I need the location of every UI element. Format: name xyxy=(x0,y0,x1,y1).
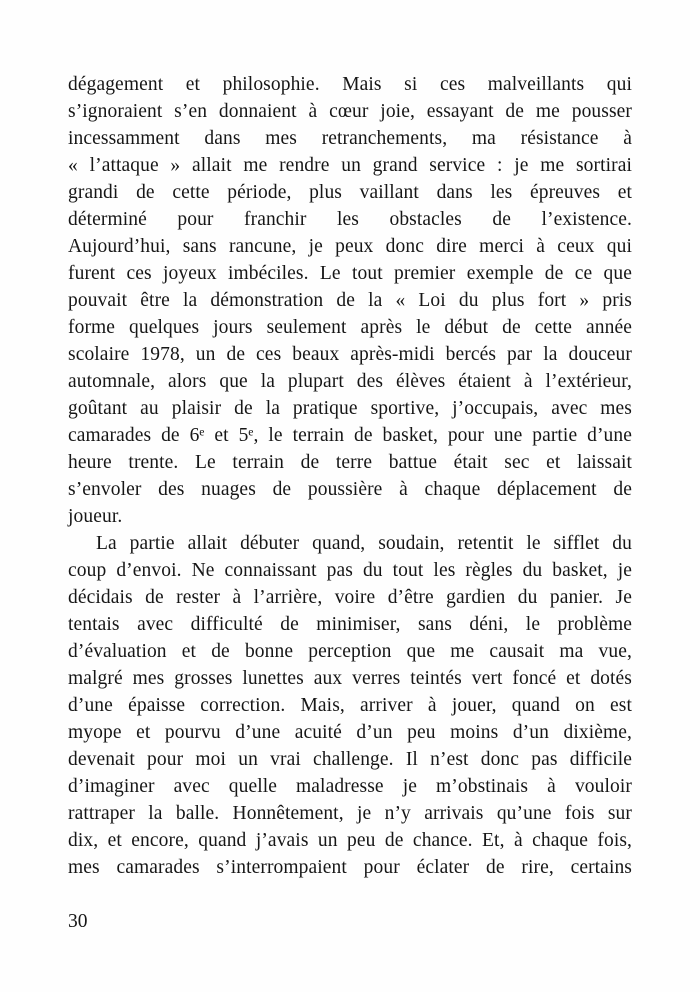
page-number: 30 xyxy=(68,911,88,932)
text-line: camarades de 6ᵉ et 5ᵉ, le terrain de basket, pour une partie d’une xyxy=(68,425,632,446)
text-line: d’imaginer avec quelle maladresse je m’obstinais à vouloir xyxy=(68,776,632,797)
text-line: d’une épaisse correction. Mais, arriver à jouer, quand on est xyxy=(68,695,632,716)
text-line: grandi de cette période, plus vaillant dans les épreuves et xyxy=(68,182,632,203)
text-line: dégagement et philosophie. Mais si ces malveillants qui xyxy=(68,74,632,95)
text-line: heure trente. Le terrain de terre battue était sec et laissait xyxy=(68,452,632,473)
text-line: s’ignoraient s’en donnaient à cœur joie, essayant de me pousser xyxy=(68,101,632,122)
text-line: s’envoler des nuages de poussière à chaque déplacement de xyxy=(68,479,632,500)
text-line: myope et pourvu d’une acuité d’un peu moins d’un dixième, xyxy=(68,722,632,743)
text-block xyxy=(68,71,632,881)
text-line: rattraper la balle. Honnêtement, je n’y arrivais qu’une fois sur xyxy=(68,803,632,824)
text-line: Aujourd’hui, sans rancune, je peux donc dire merci à ceux qui xyxy=(68,236,632,257)
text-line: forme quelques jours seulement après le début de cette année xyxy=(68,317,632,338)
text-line: La partie allait débuter quand, soudain, retentit le sifflet du xyxy=(96,533,632,554)
text-line: furent ces joyeux imbéciles. Le tout premier exemple de ce que xyxy=(68,263,632,284)
text-line: dix, et encore, quand j’avais un peu de chance. Et, à chaque fois, xyxy=(68,830,632,851)
text-line: scolaire 1978, un de ces beaux après-midi bercés par la douceur xyxy=(68,344,632,365)
text-line: d’évaluation et de bonne perception que me causait ma vue, xyxy=(68,641,632,662)
text-line: mes camarades s’interrompaient pour éclater de rire, certains xyxy=(68,857,632,878)
text-line: goûtant au plaisir de la pratique sportive, j’occupais, avec mes xyxy=(68,398,632,419)
text-line: devenait pour moi un vrai challenge. Il n’est donc pas difficile xyxy=(68,749,632,770)
text-line: pouvait être la démonstration de la « Loi du plus fort » pris xyxy=(68,290,632,311)
text-line: déterminé pour franchir les obstacles de l’existence. xyxy=(68,209,632,230)
text-line: malgré mes grosses lunettes aux verres teintés vert foncé et dotés xyxy=(68,668,632,689)
text-line: « l’attaque » allait me rendre un grand service : je me sortirai xyxy=(68,155,632,176)
text-line: tentais avec difficulté de minimiser, sans déni, le problème xyxy=(68,614,632,635)
text-line: décidais de rester à l’arrière, voire d’être gardien du panier. Je xyxy=(68,587,632,608)
text-line: automnale, alors que la plupart des élèves étaient à l’extérieur, xyxy=(68,371,632,392)
text-line: joueur. xyxy=(68,506,123,527)
text-line: coup d’envoi. Ne connaissant pas du tout les règles du basket, je xyxy=(68,560,632,581)
text-line: incessamment dans mes retranchements, ma résistance à xyxy=(68,128,632,149)
